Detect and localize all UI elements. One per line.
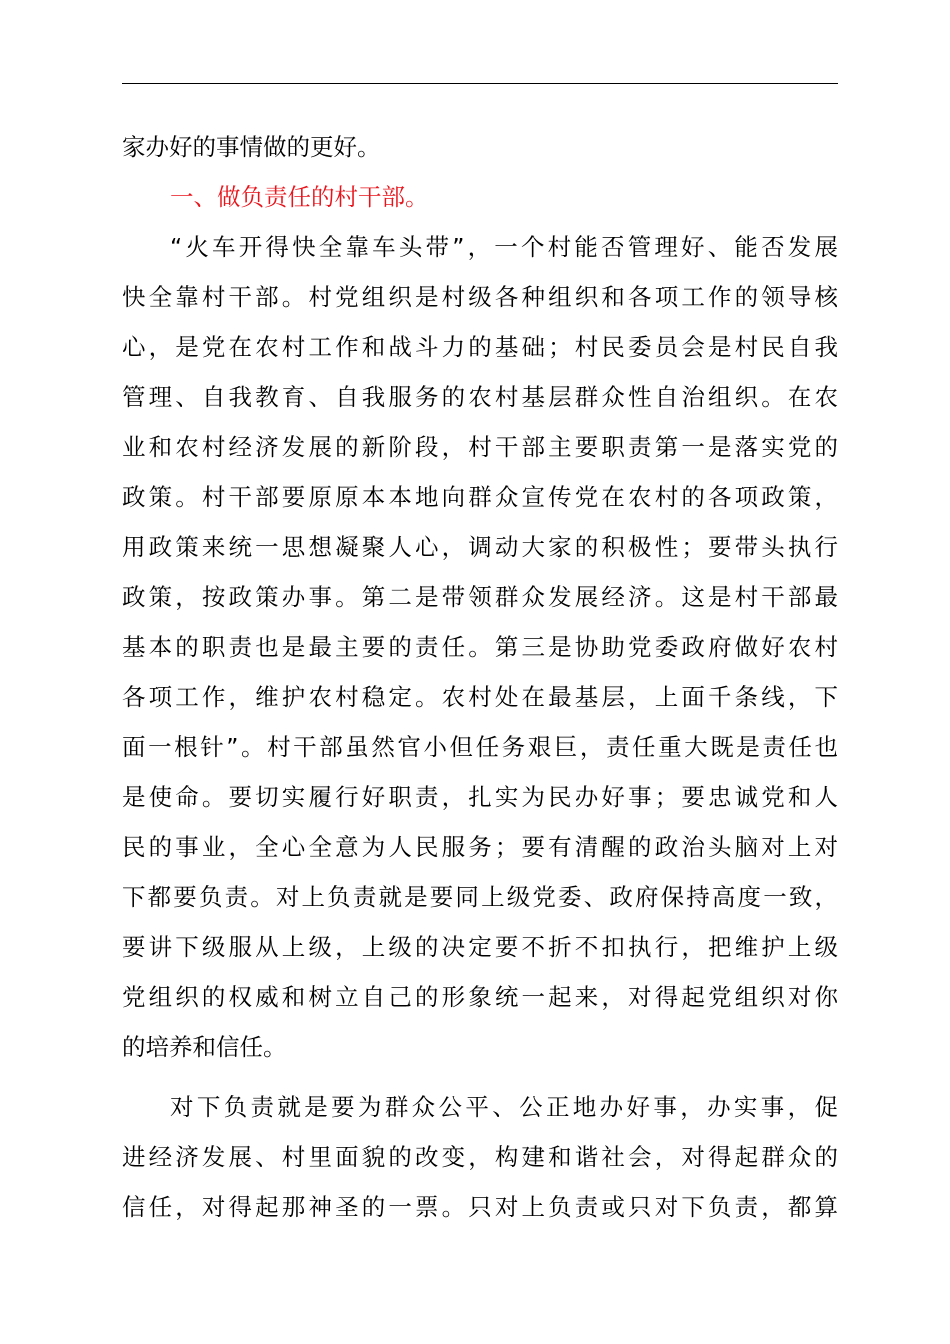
section-heading: 一、做负责任的村干部。 bbox=[170, 183, 429, 211]
text-line: 家办好的事情做的更好。 bbox=[122, 133, 381, 161]
text-line: 基本的职责也是最主要的责任。第三是协助党委政府做好农村 bbox=[122, 633, 838, 661]
header-rule bbox=[122, 83, 838, 84]
text-line: 用政策来统一思想凝聚人心，调动大家的积极性；要带头执行 bbox=[122, 533, 838, 561]
text-line: 党组织的权威和树立自己的形象统一起来，对得起党组织对你 bbox=[122, 983, 838, 1011]
text-line: 各项工作，维护农村稳定。农村处在最基层，上面千条线，下 bbox=[122, 683, 838, 711]
paragraph-gap bbox=[122, 1072, 838, 1082]
text-line: 进经济发展、村里面貌的改变，构建和谐社会，对得起群众的 bbox=[122, 1143, 838, 1171]
paragraph-1 bbox=[122, 222, 838, 1072]
text-line: 政策，按政策办事。第二是带领群众发展经济。这是村干部最 bbox=[122, 583, 838, 611]
text-line: 快全靠村干部。村党组织是村级各种组织和各项工作的领导核 bbox=[122, 283, 838, 311]
document-body bbox=[122, 122, 838, 1232]
paragraph-2 bbox=[122, 1082, 838, 1232]
text-line: 是使命。要切实履行好职责，扎实为民办好事；要忠诚党和人 bbox=[122, 783, 838, 811]
text-line: 政策。村干部要原原本本地向群众宣传党在农村的各项政策， bbox=[122, 483, 838, 511]
text-line: “火车开得快全靠车头带”，一个村能否管理好、能否发展 bbox=[170, 233, 838, 261]
text-line: 业和农村经济发展的新阶段，村干部主要职责第一是落实党的 bbox=[122, 433, 838, 461]
text-line: 管理、自我教育、自我服务的农村基层群众性自治组织。在农 bbox=[122, 383, 838, 411]
text-line: 的培养和信任。 bbox=[122, 1033, 287, 1061]
text-line: 面一根针”。村干部虽然官小但任务艰巨，责任重大既是责任也 bbox=[122, 733, 838, 761]
text-line: 要讲下级服从上级，上级的决定要不折不扣执行，把维护上级 bbox=[122, 933, 838, 961]
text-line: 信任，对得起那神圣的一票。只对上负责或只对下负责，都算 bbox=[122, 1193, 838, 1221]
text-line: 对下负责就是要为群众公平、公正地办好事，办实事，促 bbox=[170, 1093, 838, 1121]
text-line: 民的事业，全心全意为人民服务；要有清醒的政治头脑对上对 bbox=[122, 833, 838, 861]
text-line: 下都要负责。对上负责就是要同上级党委、政府保持高度一致， bbox=[122, 883, 838, 911]
text-line: 心，是党在农村工作和战斗力的基础；村民委员会是村民自我 bbox=[122, 333, 838, 361]
